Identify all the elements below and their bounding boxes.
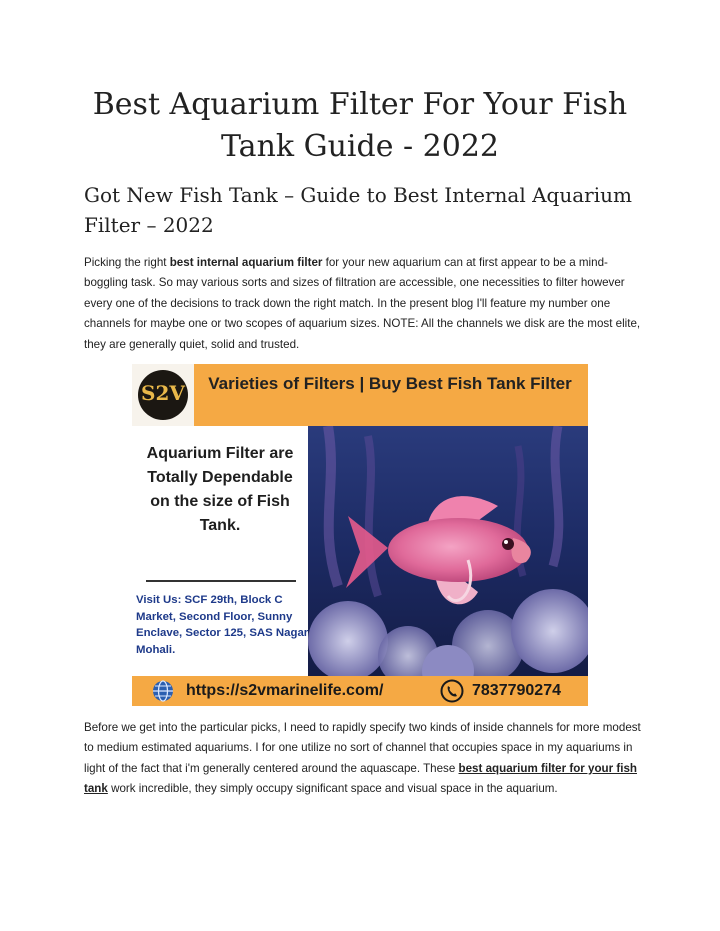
intro-text-start: Picking the right	[84, 256, 170, 269]
banner-address: Visit Us: SCF 29th, Block C Market, Second Floor, Sunny Enclave, Sector 125, SAS Nagar Mohali.	[136, 594, 309, 656]
banner-title: Varieties of Filters | Buy Best Fish Tank Filter	[208, 374, 572, 393]
promo-banner-image	[132, 364, 588, 706]
logo-badge	[138, 370, 188, 420]
fish-illustration	[308, 426, 588, 676]
fish-tank-filter-link[interactable]: best aquarium filter for your fish tank	[84, 761, 637, 796]
banner-headline: Aquarium Filter are Totally Dependable on the size of Fish Tank.	[146, 445, 294, 534]
globe-icon	[152, 680, 174, 702]
fish-photo	[308, 426, 588, 676]
phone-icon	[440, 679, 464, 703]
brand-logo	[132, 364, 194, 426]
intro-paragraph	[84, 253, 644, 355]
banner-text-panel	[132, 426, 308, 676]
intro-text-end: for your new aquarium can at first appear to be a mind-boggling task. So may various sorts and sizes of filtration are accessible, one necessities to filter however every one of the decisions to track down the right match. In the present blog I'll feature my number one channels for maybe one or two scopes of aquarium sizes. NOTE: All the channels we disk are the most elite, they are generally quiet, solid and trusted.	[84, 256, 641, 351]
body-paragraph	[84, 718, 644, 800]
page-title: Best Aquarium Filter For Your Fish Tank Guide - 2022	[92, 87, 628, 164]
logo-text: S2V	[141, 381, 185, 405]
banner-divider	[146, 580, 296, 582]
banner-footer	[132, 676, 588, 706]
intro-bold-keyword: best internal aquarium filter	[169, 256, 323, 269]
body-text-end: work incredible, they simply occupy significant space and visual space in the aquarium.	[107, 782, 558, 796]
page-subtitle: Got New Fish Tank – Guide to Best Internal Aquarium Filter – 2022	[84, 183, 632, 237]
banner-phone: 7837790274	[472, 682, 561, 699]
banner-website: https://s2vmarinelife.com/	[186, 682, 384, 699]
body-text-start: Before we get into the particular picks, I need to rapidly specify two kinds of inside channels for more modest to medium estimated aquariums. I for one utilize no sort of channel that occupies space in my aquariums in light of the fact that i'm generally centered around the aquascape. These	[84, 721, 641, 775]
banner-header	[132, 364, 588, 426]
